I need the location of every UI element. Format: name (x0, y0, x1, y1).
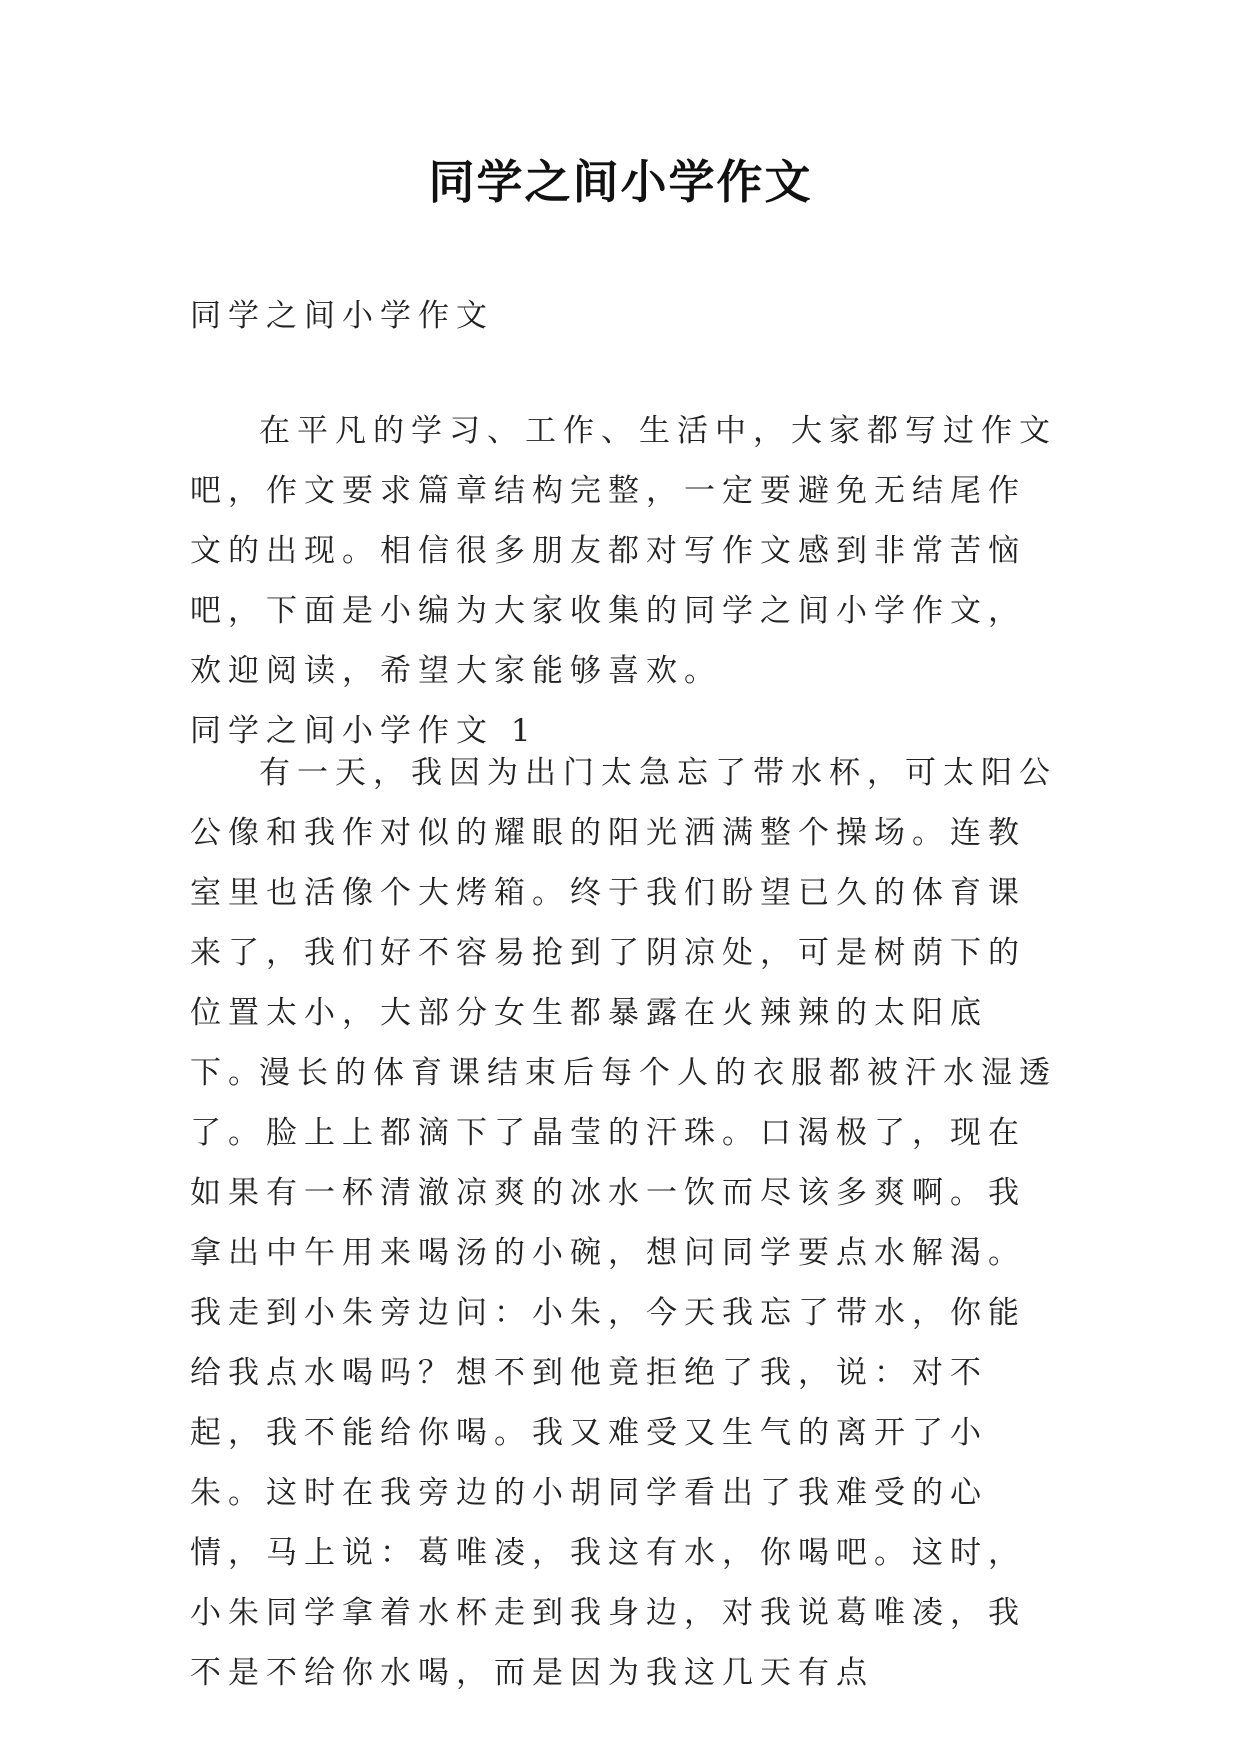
document-title: 同学之间小学作文 (428, 155, 813, 209)
essay-heading: 同学之间小学作文 1 (190, 713, 538, 749)
document-subtitle: 同学之间小学作文 (190, 298, 494, 334)
essay-paragraph: 有一天，我因为出门太急忘了带水杯，可太阳公公像和我作对似的耀眼的阳光洒满整个操场。连教室里也活像个大烤箱。终于我们盼望已久的体育课来了，我们好不容易抢到了阴凉处，可是树荫下的位置太小，大部分女生都暴露在火辣辣的太阳底下。 (190, 755, 1057, 1091)
intro-paragraph: 在平凡的学习、工作、生活中，大家都写过作文吧，作文要求篇章结构完整，一定要避免无结尾作文的出现。相信很多朋友都对写作文感到非常苦恼吧，下面是小编为大家收集的同学之间小学作文，欢迎阅读，希望大家能够喜欢。 (190, 413, 1057, 689)
essay-paragraph: 漫长的体育课结束后每个人的衣服都被汗水湿透了。脸上上都滴下了晶莹的汗珠。口渴极了，现在如果有一杯清澈凉爽的冰水一饮而尽该多爽啊。我拿出中午用来喝汤的小碗，想问同学要点水解渴。我走到小朱旁边问：小朱，今天我忘了带水，你能给我点水喝吗？想不到他竟拒绝了我，说：对不起，我不能给你喝。我又难受又生气的离开了小朱。这时在我旁边的小胡同学看出了我难受的心情，马上说：葛唯凌，我这有水，你喝吧。这时，小朱同学拿着水杯走到我身边，对我说葛唯凌，我不是不给你水喝，而是因为我这几天有点 (190, 1055, 1057, 1691)
